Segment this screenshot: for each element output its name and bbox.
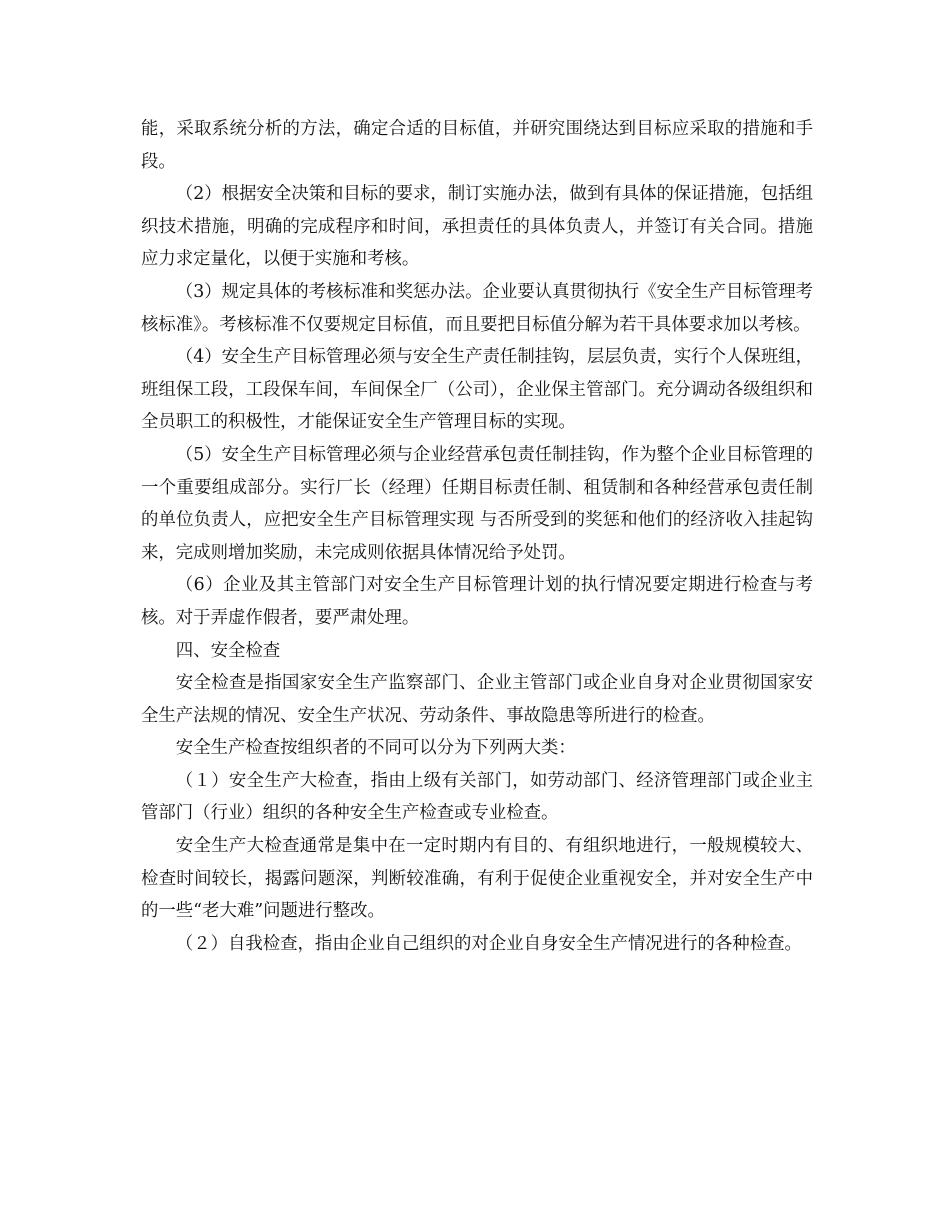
paragraph-inspection-definition: 安全检查是指国家安全生产监察部门、企业主管部门或企业自身对企业贯彻国家安全生产法规的情况、安全生产状况、劳动条件、事故隐患等所进行的检查。: [141, 673, 813, 726]
document-page: [141, 113, 813, 960]
paragraph-major-inspection: （１）安全生产大检查，指由上级有关部门，如劳动部门、经济管理部门或企业主管部门（行业）组织的各种安全生产检查或专业检查。: [141, 770, 813, 824]
section-heading-safety-inspection: 四、安全检查: [175, 640, 281, 661]
paragraph-self-inspection: （２）自我检查，指由企业自己组织的对企业自身安全生产情况进行的各种检查。: [175, 933, 802, 954]
paragraph-item-5: （5）安全生产目标管理必须与企业经营承包责任制挂钩，作为整个企业目标管理的一个重要组成部分。实行厂长（经理）任期目标责任制、租赁制和各种经营承包责任制的单位负责人，应把安全生产目标管理实现 与否所受到的奖惩和他们的经济收入挂起钩来，完成则增加奖励，未完成则依据具体情况给予处罚。: [141, 444, 813, 563]
paragraph-item-3: （3）规定具体的考核标准和奖惩办法。企业要认真贯彻执行《安全生产目标管理考核标准》。考核标准不仅要规定目标值，而且要把目标值分解为若干具体要求加以考核。: [141, 281, 813, 335]
paragraph-item-2: （2）根据安全决策和目标的要求，制订实施办法，做到有具体的保证措施，包括组织技术措施，明确的完成程序和时间，承担责任的具体负责人，并签订有关合同。措施应力求定量化，以便于实施和考核。: [141, 184, 813, 270]
paragraph-item-4: （4）安全生产目标管理必须与安全生产责任制挂钩，层层负责，实行个人保班组，班组保工段，工段保车间，车间保全厂（公司），企业保主管部门。充分调动各级组织和全员职工的积极性，才能保证安全生产管理目标的实现。: [141, 347, 813, 433]
paragraph-major-inspection-detail: 安全生产大检查通常是集中在一定时期内有目的、有组织地进行，一般规模较大、检查时间较长，揭露问题深，判断较准确，有利于促使企业重视安全，并对安全生产中的一些“老大难”问题进行整改。: [141, 836, 813, 922]
paragraph-inspection-categories: 安全生产检查按组织者的不同可以分为下列两大类：: [175, 738, 576, 759]
paragraph-continuation: 能，采取系统分析的方法，确定合适的目标值，并研究围绕达到目标应采取的措施和手段。: [141, 119, 813, 172]
paragraph-item-6: （6）企业及其主管部门对安全生产目标管理计划的执行情况要定期进行检查与考核。对于弄虚作假者，要严肃处理。: [141, 575, 813, 628]
